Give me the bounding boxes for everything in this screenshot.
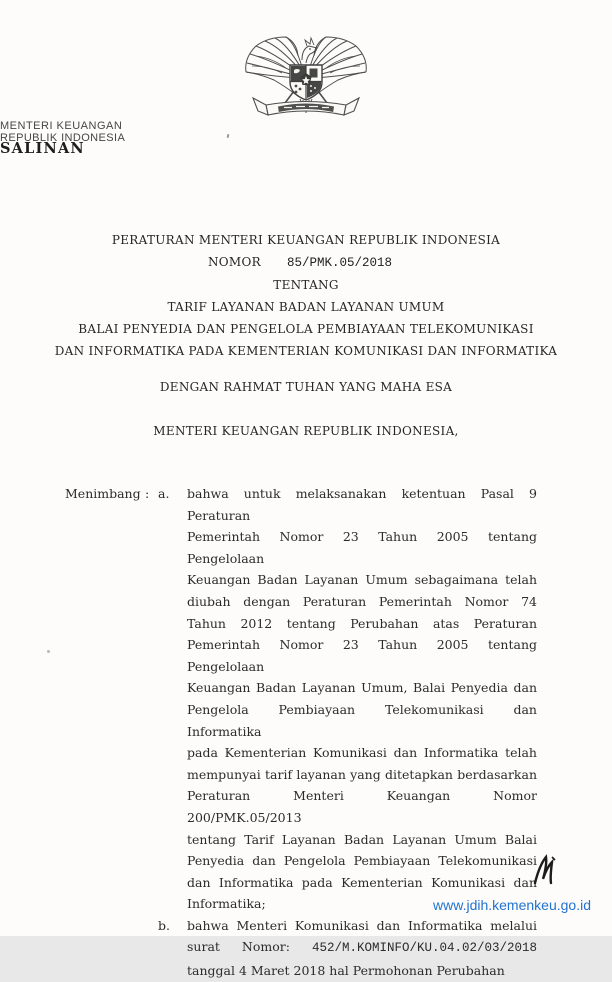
- text-line: Pemerintah Nomor 23 Tahun 2005 tentang Pengelolaan: [187, 637, 537, 674]
- text-line: Pengelola Pembiayaan Telekomunikasi dan Informatika: [187, 701, 537, 739]
- regulation-number-line: [0, 251, 606, 274]
- jdih-watermark-url: www.jdih.kemenkeu.go.id: [433, 897, 591, 913]
- consideration-item-a: [158, 483, 537, 915]
- ministry-name-line2: REPUBLIK INDONESIA: [0, 132, 126, 144]
- ministry-name-line1: MENTERI KEUANGAN: [0, 120, 123, 132]
- scan-artifact-speck: [47, 650, 50, 653]
- text-line: Peraturan Menteri Keuangan Nomor 200/PMK.05/2013: [187, 788, 537, 825]
- enacting-authority-line: MENTERI KEUANGAN REPUBLIK INDONESIA,: [153, 424, 459, 438]
- invocation-line: DENGAN RAHMAT TUHAN YANG MAHA ESA: [159, 380, 453, 394]
- text-line: tentang Tarif Layanan Badan Layanan Umum Balai: [187, 831, 537, 847]
- text-line: Penyedia dan Pengelola Pembiayaan Telekomunikasi: [187, 853, 537, 869]
- item-marker-a: a.: [158, 486, 170, 501]
- regulation-title-block: [0, 229, 612, 362]
- text-line: dan Informatika pada Kementerian Komunikasi dan: [187, 874, 537, 890]
- consideration-item-b: [158, 915, 537, 982]
- text-line: mempunyai tarif layanan yang ditetapkan berdasarkan: [187, 766, 537, 782]
- text-line: Informatika;: [187, 896, 266, 912]
- garuda-emblem-icon: [240, 36, 372, 118]
- item-marker-b: b.: [158, 917, 170, 933]
- text-line: pada Kementerian Komunikasi dan Informatika telah: [187, 745, 537, 761]
- text-line: bahwa Menteri Komunikasi dan Informatika melalui: [187, 917, 537, 933]
- copy-stamp-salinan: SALINAN: [0, 140, 85, 157]
- tentang-label: TENTANG: [273, 278, 339, 292]
- subject-line-2: BALAI PENYEDIA DAN PENGELOLA PEMBIAYAAN TELEKOMUNIKASI: [78, 322, 534, 336]
- text-line: diubah dengan Peraturan Pemerintah Nomor 74: [187, 593, 537, 609]
- text-line: surat Nomor: 452/M.KOMINFO/KU.04.02/03/2018: [187, 939, 537, 956]
- nomor-value: 85/PMK.05/2018: [286, 256, 393, 270]
- subject-line-1: TARIF LAYANAN BADAN LAYANAN UMUM: [167, 300, 445, 314]
- considerations-label: Menimbang: [65, 486, 141, 501]
- garuda-pancasila-emblem: [0, 36, 612, 118]
- text-line: Tahun 2012 tentang Perubahan atas Peraturan: [187, 615, 537, 631]
- nomor-label: NOMOR: [207, 255, 261, 269]
- text-line: Keuangan Badan Layanan Umum sebagaimana telah: [187, 572, 537, 588]
- subject-line-3: DAN INFORMATIKA PADA KEMENTERIAN KOMUNIKASI DAN INFORMATIKA: [54, 344, 558, 358]
- consideration-a-text: [187, 483, 537, 915]
- text-line: bahwa untuk melaksanakan ketentuan Pasal 9 Peraturan: [187, 486, 537, 523]
- consideration-b-text: [187, 915, 537, 982]
- text-line: tanggal 4 Maret 2018 hal Permohonan Perubahan: [187, 963, 505, 979]
- regulation-heading: PERATURAN MENTERI KEUANGAN REPUBLIK INDONESIA: [111, 233, 501, 247]
- paraf-initial-mark: [531, 853, 559, 889]
- considerations-colon: :: [145, 486, 150, 501]
- text-line: Keuangan Badan Layanan Umum, Balai Penyedia dan: [187, 680, 537, 696]
- text-line: Pemerintah Nomor 23 Tahun 2005 tentang Pengelolaan: [187, 529, 537, 566]
